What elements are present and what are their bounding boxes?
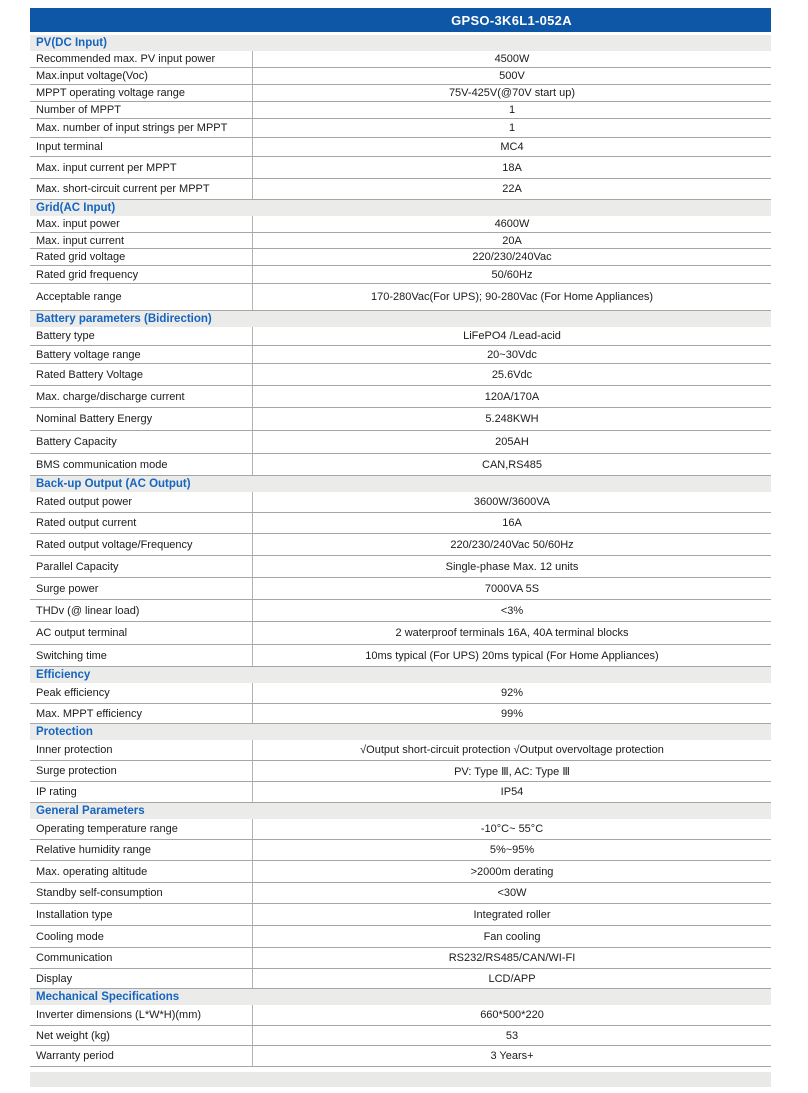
spec-row: [30, 556, 771, 578]
spec-row: [30, 179, 771, 200]
spec-label: IP rating: [36, 786, 77, 798]
spec-row: [30, 346, 771, 364]
spec-label: MPPT operating voltage range: [36, 87, 185, 99]
spec-label: Inner protection: [36, 744, 113, 756]
spec-row: [30, 138, 771, 157]
spec-value: <3%: [252, 600, 771, 621]
spec-value: 10ms typical (For UPS) 20ms typical (For Home Appliances): [252, 645, 771, 666]
spec-value: 205AH: [252, 431, 771, 453]
spec-row: [30, 102, 771, 119]
spec-row: [30, 578, 771, 600]
spec-value: 25.6Vdc: [252, 364, 771, 385]
spec-label: Max. number of input strings per MPPT: [36, 122, 228, 134]
spec-label: Max. input power: [36, 218, 120, 230]
spec-value: 18A: [252, 157, 771, 178]
spec-value: 5.248KWH: [252, 408, 771, 430]
spec-row: [30, 883, 771, 904]
spec-value: 4500W: [252, 51, 771, 67]
spec-row: [30, 327, 771, 346]
spec-sheet: [30, 8, 771, 1087]
spec-row: [30, 386, 771, 408]
spec-label: THDv (@ linear load): [36, 604, 140, 617]
spec-row: [30, 645, 771, 667]
spec-label: Rated output current: [36, 517, 137, 529]
spec-value: Single-phase Max. 12 units: [252, 556, 771, 577]
section-header-row: [30, 667, 771, 683]
spec-label: Relative humidity range: [36, 844, 151, 856]
section-header-row: [30, 803, 771, 819]
spec-label: Rated grid frequency: [36, 268, 139, 281]
spec-value: <30W: [252, 883, 771, 903]
spec-value: >2000m derating: [252, 861, 771, 882]
spec-row: [30, 861, 771, 883]
spec-row: [30, 683, 771, 704]
spec-row: [30, 157, 771, 179]
spec-value: √Output short-circuit protection √Output overvoltage protection: [252, 740, 771, 760]
spec-row: [30, 454, 771, 476]
spec-label: Battery type: [36, 330, 95, 342]
spec-value: RS232/RS485/CAN/WI-FI: [252, 948, 771, 968]
spec-label: AC output terminal: [36, 627, 128, 639]
spec-label: Rated output power: [36, 496, 133, 508]
spec-row: [30, 492, 771, 513]
spec-value: 50/60Hz: [252, 266, 771, 283]
spec-value: CAN,RS485: [252, 454, 771, 475]
spec-row: [30, 266, 771, 284]
spec-label: Switching time: [36, 649, 107, 662]
spec-label: Inverter dimensions (L*W*H)(mm): [36, 1009, 202, 1021]
spec-row: [30, 408, 771, 431]
section-header-row: [30, 311, 771, 327]
spec-table: [30, 35, 771, 1067]
spec-row: [30, 819, 771, 840]
spec-row: [30, 513, 771, 534]
section-header-row: [30, 989, 771, 1005]
spec-value: 1: [252, 102, 771, 118]
spec-row: [30, 85, 771, 102]
spec-label: Net weight (kg): [36, 1029, 110, 1042]
spec-value: 16A: [252, 513, 771, 533]
spec-row: [30, 431, 771, 454]
spec-value: PV: Type Ⅲ, AC: Type Ⅲ: [252, 761, 771, 781]
section-title: General Parameters: [36, 805, 145, 817]
spec-row: [30, 782, 771, 803]
section-title: Efficiency: [36, 669, 91, 681]
spec-value: 3 Years+: [252, 1046, 771, 1066]
spec-label: Cooling mode: [36, 930, 104, 943]
section-title: Grid(AC Input): [36, 202, 116, 214]
spec-row: [30, 600, 771, 622]
spec-value: IP54: [252, 782, 771, 802]
section-header-row: [30, 476, 771, 492]
section-title: Protection: [36, 726, 93, 738]
section-title: Battery parameters (Bidirection): [36, 313, 212, 325]
spec-row: [30, 840, 771, 861]
spec-row: [30, 216, 771, 233]
spec-value: 220/230/240Vac: [252, 249, 771, 265]
spec-row: [30, 704, 771, 724]
spec-value: 99%: [252, 704, 771, 723]
spec-label: Number of MPPT: [36, 104, 121, 116]
spec-label: Battery voltage range: [36, 348, 141, 361]
spec-value: 660*500*220: [252, 1005, 771, 1025]
spec-value: 120A/170A: [252, 386, 771, 407]
spec-label: Installation type: [36, 908, 113, 921]
section-header-row: [30, 35, 771, 51]
spec-label: Max. charge/discharge current: [36, 390, 185, 403]
spec-value: 170-280Vac(For UPS); 90-280Vac (For Home Appliances): [252, 284, 771, 310]
spec-row: [30, 364, 771, 386]
spec-label: Surge power: [36, 582, 99, 595]
spec-row: [30, 51, 771, 68]
spec-label: Max. input current per MPPT: [36, 161, 177, 174]
spec-row: [30, 926, 771, 948]
spec-row: [30, 622, 771, 645]
section-title: Back-up Output (AC Output): [36, 478, 191, 490]
spec-label: Battery Capacity: [36, 436, 117, 448]
spec-label: Max. MPPT efficiency: [36, 707, 142, 720]
spec-label: Operating temperature range: [36, 823, 178, 835]
section-title: Mechanical Specifications: [36, 991, 180, 1003]
spec-row: [30, 68, 771, 85]
spec-label: Rated Battery Voltage: [36, 368, 144, 381]
spec-label: Max. input current: [36, 234, 125, 247]
spec-value: MC4: [252, 138, 771, 156]
spec-label: Surge protection: [36, 765, 117, 777]
spec-row: [30, 534, 771, 556]
spec-label: Max. operating altitude: [36, 865, 148, 878]
spec-row: [30, 1026, 771, 1046]
spec-label: Nominal Battery Energy: [36, 413, 153, 425]
spec-value: 20A: [252, 233, 771, 248]
spec-value: 20~30Vdc: [252, 346, 771, 363]
spec-row: [30, 1005, 771, 1026]
spec-row: [30, 904, 771, 926]
model-name: GPSO-3K6L1-052A: [451, 12, 572, 28]
footer-band: [30, 1072, 771, 1087]
spec-row: [30, 119, 771, 138]
spec-label: Max. short-circuit current per MPPT: [36, 183, 210, 195]
spec-value: LCD/APP: [252, 969, 771, 988]
spec-value: LiFePO4 /Lead-acid: [252, 327, 771, 345]
spec-value: 92%: [252, 683, 771, 703]
spec-value: 5%~95%: [252, 840, 771, 860]
spec-value: Integrated roller: [252, 904, 771, 925]
spec-label: Rated output voltage/Frequency: [36, 538, 193, 551]
spec-value: 4600W: [252, 216, 771, 232]
spec-row: [30, 249, 771, 266]
spec-label: Max.input voltage(Voc): [36, 70, 148, 82]
spec-row: [30, 948, 771, 969]
spec-label: Input terminal: [36, 141, 103, 153]
section-header-row: [30, 724, 771, 740]
spec-value: 75V-425V(@70V start up): [252, 85, 771, 101]
spec-value: 220/230/240Vac 50/60Hz: [252, 534, 771, 555]
spec-row: [30, 740, 771, 761]
spec-value: 7000VA 5S: [252, 578, 771, 599]
spec-value: 2 waterproof terminals 16A, 40A terminal blocks: [252, 622, 771, 644]
model-title-bar: [30, 8, 771, 32]
spec-row: [30, 1046, 771, 1067]
spec-row: [30, 969, 771, 989]
spec-label: Warranty period: [36, 1050, 114, 1062]
spec-value: Fan cooling: [252, 926, 771, 947]
spec-label: Communication: [36, 952, 113, 964]
spec-value: -10°C~ 55°C: [252, 819, 771, 839]
spec-value: 500V: [252, 68, 771, 84]
spec-value: 53: [252, 1026, 771, 1045]
spec-label: Standby self-consumption: [36, 887, 163, 899]
spec-value: 3600W/3600VA: [252, 492, 771, 512]
spec-value: 22A: [252, 179, 771, 199]
spec-row: [30, 284, 771, 311]
spec-label: Recommended max. PV input power: [36, 53, 216, 65]
spec-label: Acceptable range: [36, 291, 122, 303]
spec-label: Display: [36, 972, 73, 985]
spec-label: Peak efficiency: [36, 687, 110, 699]
spec-label: Rated grid voltage: [36, 251, 126, 263]
spec-row: [30, 761, 771, 782]
spec-label: BMS communication mode: [36, 458, 168, 471]
spec-label: Parallel Capacity: [36, 560, 119, 573]
section-header-row: [30, 200, 771, 216]
spec-value: 1: [252, 119, 771, 137]
spec-row: [30, 233, 771, 249]
section-title: PV(DC Input): [36, 37, 107, 49]
